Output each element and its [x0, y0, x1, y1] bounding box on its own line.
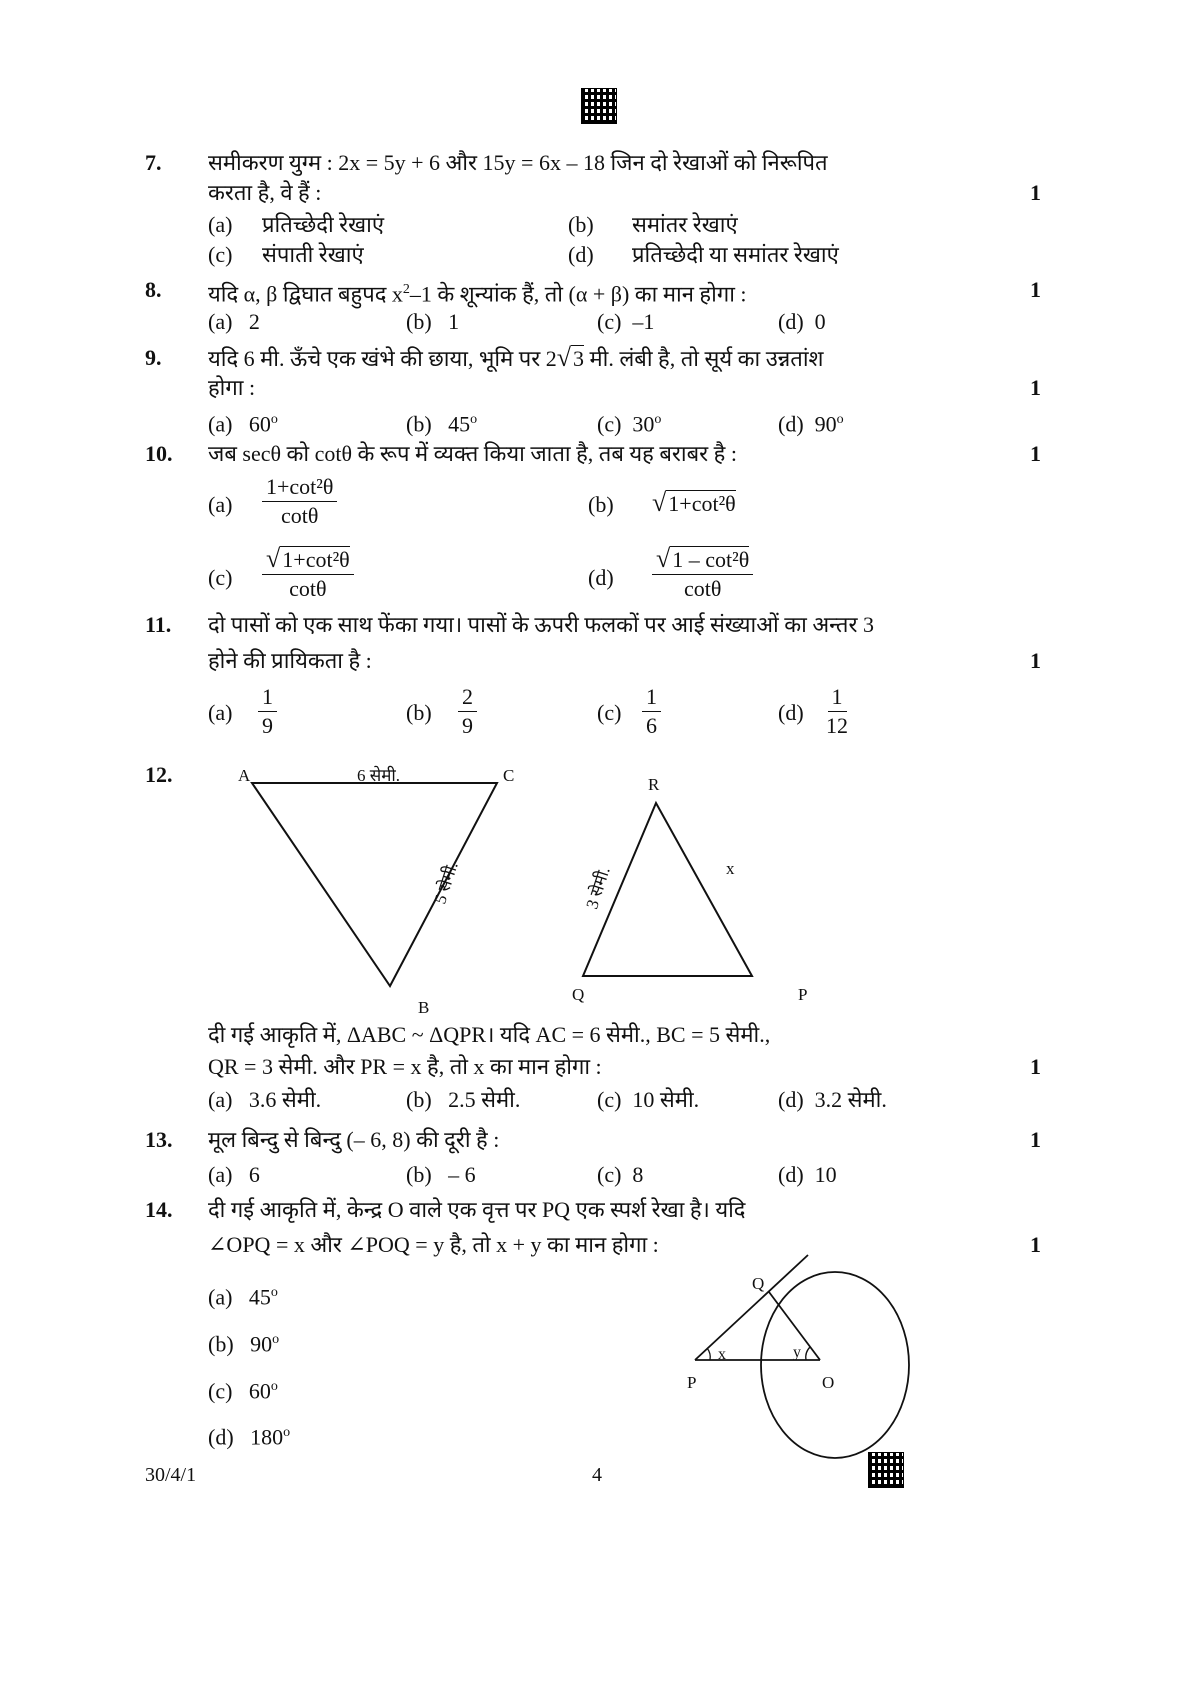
page-number: 4	[592, 1464, 602, 1486]
question-text: होगा :	[208, 375, 256, 400]
question-number: 7.	[145, 150, 162, 175]
question-number: 9.	[145, 345, 162, 370]
option-d: $\frac{1}{12}$	[826, 684, 848, 738]
angle-y-label: y	[793, 1344, 801, 1361]
side-qr-label: 3 सेमी.	[582, 864, 614, 912]
option-c: $\frac{1}{6}$	[642, 683, 661, 740]
option-d: (d) 10	[778, 1162, 837, 1187]
option-c: (c) 10 सेमी.	[597, 1087, 700, 1112]
option-a: (a) 2	[208, 309, 260, 334]
question-text: दो पासों को एक साथ फेंका गया। पासों के ऊपरी फलकों पर आई संख्याओं का अन्तर 3	[208, 612, 874, 637]
side-bc-label: 5 सेमी.	[430, 859, 462, 907]
question-text: QR = 3 सेमी. और PR = x है, तो x का मान होगा :	[208, 1054, 602, 1079]
question-text: दी गई आकृति में, केन्द्र O वाले एक वृत्त पर PQ एक स्पर्श रेखा है। यदि	[208, 1197, 746, 1222]
marks: 1	[1030, 180, 1041, 205]
option-d: (d) 0	[778, 309, 826, 334]
question-text: मूल बिन्दु से बिन्दु (– 6, 8) की दूरी है :	[208, 1127, 500, 1152]
question-text: करता है, वे हैं :	[208, 180, 322, 205]
question-text: यदि α, β द्विघात बहुपद $x^2-1$ के शून्यांक हैं, तो (α + β) का मान होगा :	[208, 281, 747, 307]
qr-code-icon	[868, 1452, 904, 1488]
point-o: O	[822, 1373, 835, 1392]
option-c: (c) 8	[597, 1162, 644, 1187]
option-label: (c)	[208, 565, 233, 590]
option-a: (a) 60$^o$	[208, 411, 278, 437]
side-pr-label: x	[726, 859, 735, 878]
option-c: (c) –1	[597, 309, 655, 334]
question-number: 13.	[145, 1127, 173, 1152]
option-b: $\frac{2}{9}$	[458, 683, 477, 740]
option-a: (a) 45$^o$	[208, 1284, 278, 1310]
vertex-r: R	[648, 775, 660, 794]
option-label: (d)	[778, 700, 804, 725]
angle-x-label: x	[718, 1346, 726, 1363]
option-label: (b)	[406, 700, 432, 725]
vertex-p: P	[798, 985, 808, 1004]
option-c: (c) 60$^o$	[208, 1378, 278, 1404]
marks: 1	[1030, 375, 1041, 400]
vertex-b: B	[418, 998, 430, 1017]
option-d: (d) 90$^o$	[778, 411, 844, 437]
option-label: (a)	[208, 492, 233, 517]
question-number: 10.	[145, 441, 173, 466]
option-label: (a)	[208, 700, 233, 725]
option-a: $\frac{1}{9}$	[258, 683, 277, 740]
option-b: (b) 2.5 सेमी.	[406, 1087, 521, 1112]
option-label: (a)	[208, 212, 233, 237]
option-label: (d)	[588, 565, 614, 590]
option-a: प्रतिच्छेदी रेखाएं	[262, 212, 385, 237]
marks: 1	[1030, 1127, 1041, 1152]
question-number: 12.	[145, 762, 173, 787]
marks: 1	[1030, 648, 1041, 673]
similar-triangles-figure	[230, 760, 930, 1020]
marks: 1	[1030, 1232, 1041, 1257]
option-d: (d) 3.2 सेमी.	[778, 1087, 887, 1112]
question-text: यदि 6 मी. ऊँचे एक खंभे की छाया, भूमि पर 2√3 मी. लंबी है, तो सूर्य का उन्नतांश	[208, 343, 824, 372]
option-label: (d)	[568, 242, 594, 267]
option-label: (b)	[568, 212, 594, 237]
option-a: (a) 3.6 सेमी.	[208, 1087, 322, 1112]
question-text: ∠OPQ = x और ∠POQ = y है, तो x + y का मान होगा :	[208, 1232, 659, 1257]
option-c: संपाती रेखाएं	[262, 242, 364, 267]
option-label: (c)	[208, 242, 233, 267]
point-p: P	[687, 1373, 697, 1392]
option-b: (b) 1	[406, 309, 460, 334]
question-text: होने की प्रायिकता है :	[208, 648, 372, 673]
option-a: $\frac{\text{1+cot²θ}}{\cot\theta}$	[262, 473, 337, 530]
question-number: 14.	[145, 1197, 173, 1222]
option-a: (a) 6	[208, 1162, 260, 1187]
option-d: $\frac{\text{√1 – cot²θ}}{\cot\theta}$	[652, 545, 753, 603]
side-ac-label: 6 सेमी.	[357, 766, 401, 785]
option-b: (b) 90$^o$	[208, 1331, 280, 1357]
option-b: (b) 45$^o$	[406, 411, 478, 437]
marks: 1	[1030, 1054, 1041, 1079]
question-text: जब secθ को cotθ के रूप में व्यक्त किया जाता है, तब यह बराबर है :	[208, 441, 737, 466]
vertex-a: A	[238, 766, 251, 785]
vertex-q: Q	[572, 985, 585, 1004]
question-text: दी गई आकृति में, ΔABC ~ ΔQPR। यदि AC = 6 सेमी., BC = 5 सेमी.,	[208, 1022, 771, 1047]
option-b: √1+cot²θ	[652, 488, 736, 517]
qr-code-icon	[581, 88, 617, 124]
point-q: Q	[752, 1274, 765, 1293]
question-number: 8.	[145, 277, 162, 302]
option-label: (c)	[597, 700, 622, 725]
option-label: (b)	[588, 492, 614, 517]
option-c: $\frac{\text{√1+cot²θ}}{\cot\theta}$	[262, 545, 354, 603]
option-d: प्रतिच्छेदी या समांतर रेखाएं	[632, 242, 839, 267]
option-b: (b) – 6	[406, 1162, 476, 1187]
marks: 1	[1030, 277, 1041, 302]
question-text: समीकरण युग्म : 2x = 5y + 6 और 15y = 6x – 18 जिन दो रेखाओं को निरूपित	[208, 150, 828, 175]
option-d: (d) 180$^o$	[208, 1424, 291, 1450]
paper-code: 30/4/1	[145, 1464, 197, 1486]
marks: 1	[1030, 441, 1041, 466]
option-b: समांतर रेखाएं	[632, 212, 738, 237]
question-number: 11.	[145, 612, 172, 637]
vertex-c: C	[503, 766, 515, 785]
option-c: (c) 30$^o$	[597, 411, 662, 437]
